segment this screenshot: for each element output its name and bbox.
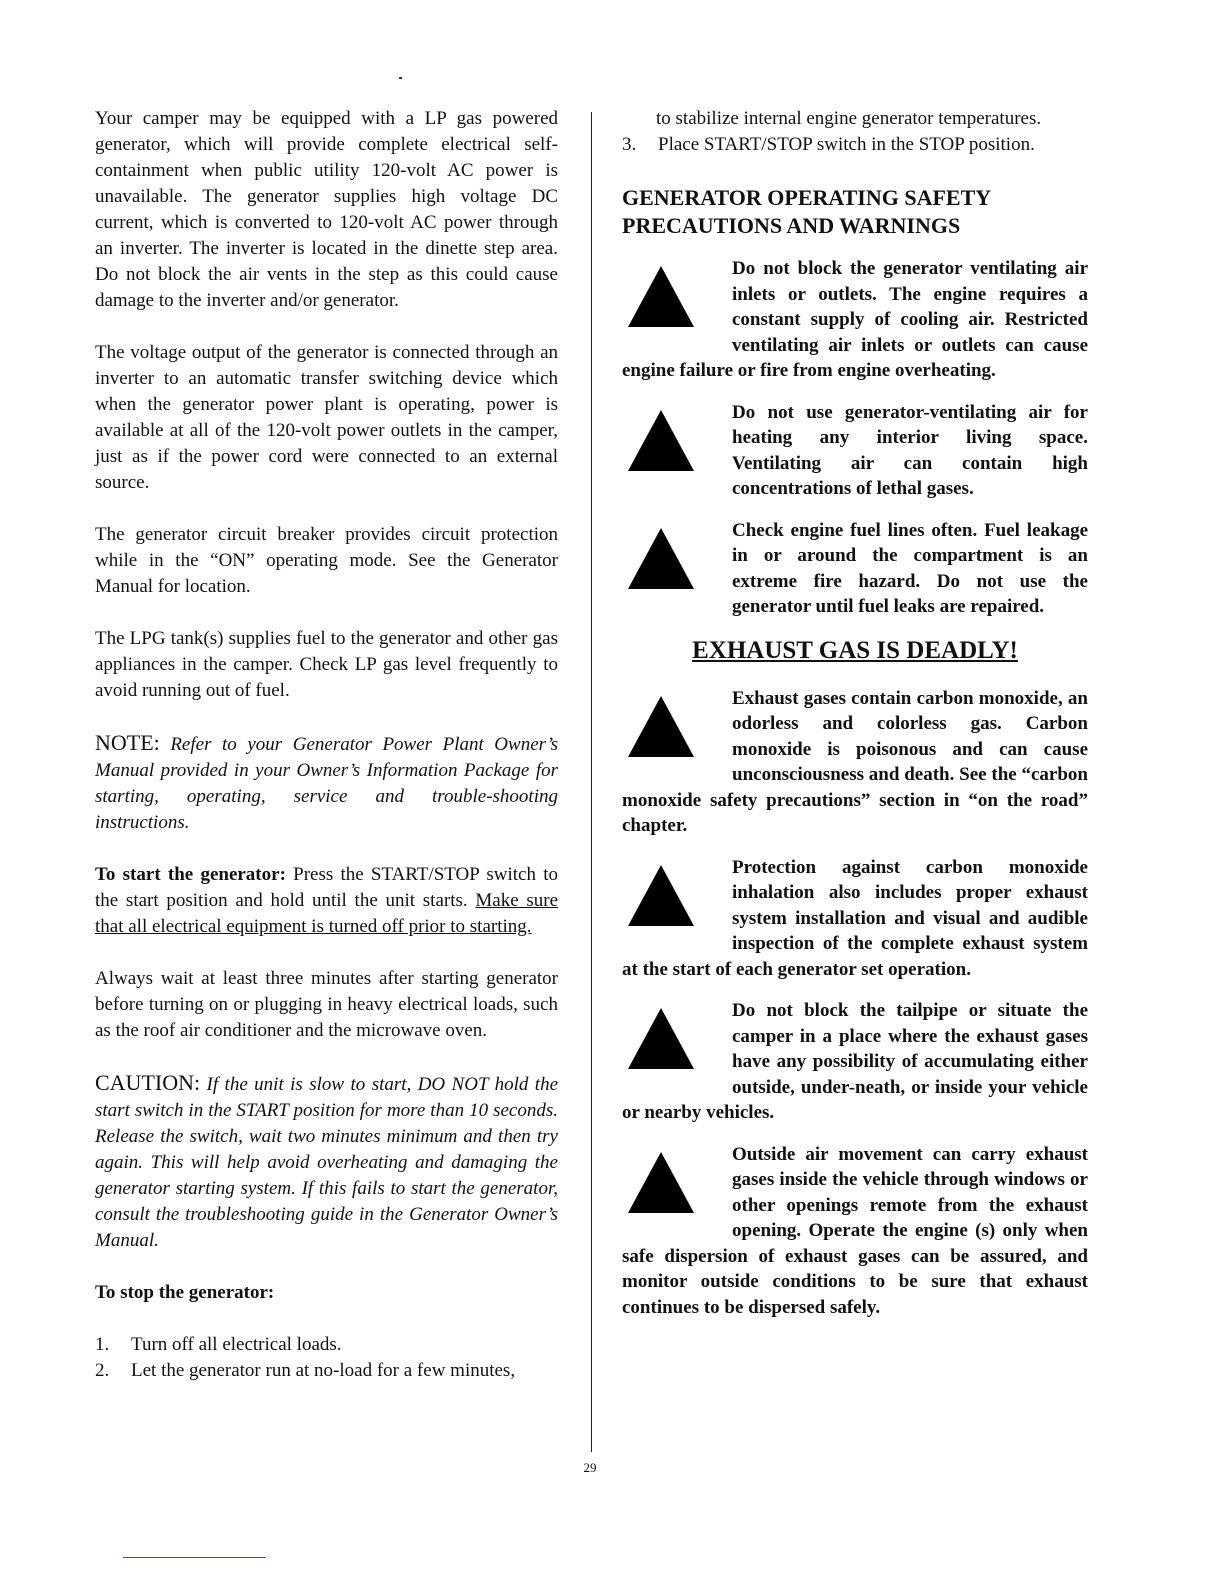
page-number: 29 <box>583 1460 597 1475</box>
wait-paragraph: Always wait at least three minutes after starting generator before turning on or plugging in heavy electrical loads, such as the roof air conditioner and the microwave oven. <box>95 968 558 1041</box>
right-column <box>622 106 1088 1336</box>
safety-heading: GENERATOR OPERATING SAFETY PRECAUTIONS AND WARNINGS <box>622 185 991 238</box>
warning-triangle-icon <box>626 1006 696 1071</box>
intro-paragraph: Your camper may be equipped with a LP gas powered generator, which will provide complete electrical self-containment when public utility 120-volt AC power is unavailable. The generator supplies high voltage DC current, which is converted to 120-volt AC power through an inverter. The inverter is located in the dinette step area. Do not block the air vents in the step as this could cause damage to the inverter and/or generator. <box>95 108 558 311</box>
lpg-paragraph: The LPG tank(s) supplies fuel to the generator and other gas appliances in the camper. Check LP gas level frequently to avoid running out of fuel. <box>95 628 558 701</box>
warning-triangle-icon <box>626 1150 696 1215</box>
caution-text: If the unit is slow to start, DO NOT hold the start switch in the START position for more than 10 seconds. Release the switch, wait two minutes minimum and then try again. This will help avoid overheating and damaging the generator starting system. If this fails to start the generator, consult the troubleshooting guide in the Generator Owner’s Manual. <box>95 1074 558 1251</box>
warning-block: Protection against carbon monoxide inhalation also includes proper exhaust system installation and visual and audible inspection of the complete exhaust system at the start of each generator set operation. <box>622 856 1088 980</box>
stop-heading: To stop the generator: <box>95 1282 275 1303</box>
voltage-paragraph: The voltage output of the generator is connected through an inverter to an automatic transfer switching device which when the generator power plant is operating, power is available at all of the 120-volt power outlets in the camper, just as if the power cord were connected to an external source. <box>95 342 558 493</box>
exhaust-deadly-heading: EXHAUST GAS IS DEADLY! <box>692 636 1018 664</box>
warning-block: Outside air movement can carry exhaust gases inside the vehicle through windows or other openings remote from the exhaust opening. Operate the engine (s) only when safe dispersion of exhaust gases can be assured, and monitor outside conditions to be sure that exhaust continues to be dispersed safely. <box>622 1143 1088 1318</box>
warning-triangle-icon <box>626 694 696 759</box>
caution-label: CAUTION: <box>95 1070 201 1095</box>
warning-block: Do not use generator-ventilating air for heating any interior living space. Ventilating air can contain high concentrations of lethal gases. <box>622 400 1088 502</box>
column-divider <box>591 112 592 1452</box>
warning-triangle-icon <box>626 526 696 591</box>
left-column <box>95 106 558 1384</box>
start-underlined-text: Make sure that all electrical equipment is turned off prior to starting. <box>95 890 559 937</box>
note-text: Refer to your Generator Power Plant Owner’s Manual provided in your Owner’s Information Package for starting, operating, service and trouble-shooting instructions. <box>95 734 559 833</box>
warning-triangle-icon <box>626 863 696 928</box>
list-item: to stabilize internal engine generator temperatures. <box>656 108 1042 129</box>
note-label: NOTE: <box>95 730 160 755</box>
stop-steps-continued <box>622 106 1088 158</box>
start-label: To start the generator: <box>95 864 286 885</box>
stop-steps-list <box>95 1332 558 1384</box>
warning-triangle-icon <box>626 264 696 329</box>
warning-block: Check engine fuel lines often. Fuel leakage in or around the compartment is an extreme fire hazard. Do not use the generator until fuel leaks are repaired. <box>622 518 1088 620</box>
caution-paragraph <box>95 1070 558 1254</box>
warning-block: Do not block the tailpipe or situate the camper in a place where the exhaust gases have any possibility of accumulating either outside, under-neath, or inside your vehicle or nearby vehicles. <box>622 1000 1088 1123</box>
list-item: 2. Let the generator run at no-load for a few minutes, <box>95 1360 516 1381</box>
start-text: Press the START/STOP switch to the start position and hold until the unit starts. <box>95 864 558 911</box>
note-paragraph <box>95 730 558 836</box>
warning-triangle-icon <box>626 408 696 473</box>
warning-block: Exhaust gases contain carbon monoxide, an odorless and colorless gas. Carbon monoxide is poisonous and can cause unconsciousness and death. See the “carbon monoxide safety precautions” section in “on the road” chapter. <box>622 687 1088 836</box>
circuit-breaker-paragraph: The generator circuit breaker provides circuit protection while in the “ON” operating mode. See the Generator Manual for location. <box>95 524 558 597</box>
scan-speck <box>399 77 402 79</box>
footer-rule <box>123 1557 266 1558</box>
warning-block: Do not block the generator ventilating air inlets or outlets. The engine requires a constant supply of cooling air. Restricted ventilating air inlets or outlets can cause engine failure or fire from engine overheating. <box>622 258 1088 381</box>
list-item: 3. Place START/STOP switch in the STOP position. <box>622 134 1035 155</box>
list-item: 1. Turn off all electrical loads. <box>95 1334 342 1355</box>
start-paragraph <box>95 862 558 940</box>
